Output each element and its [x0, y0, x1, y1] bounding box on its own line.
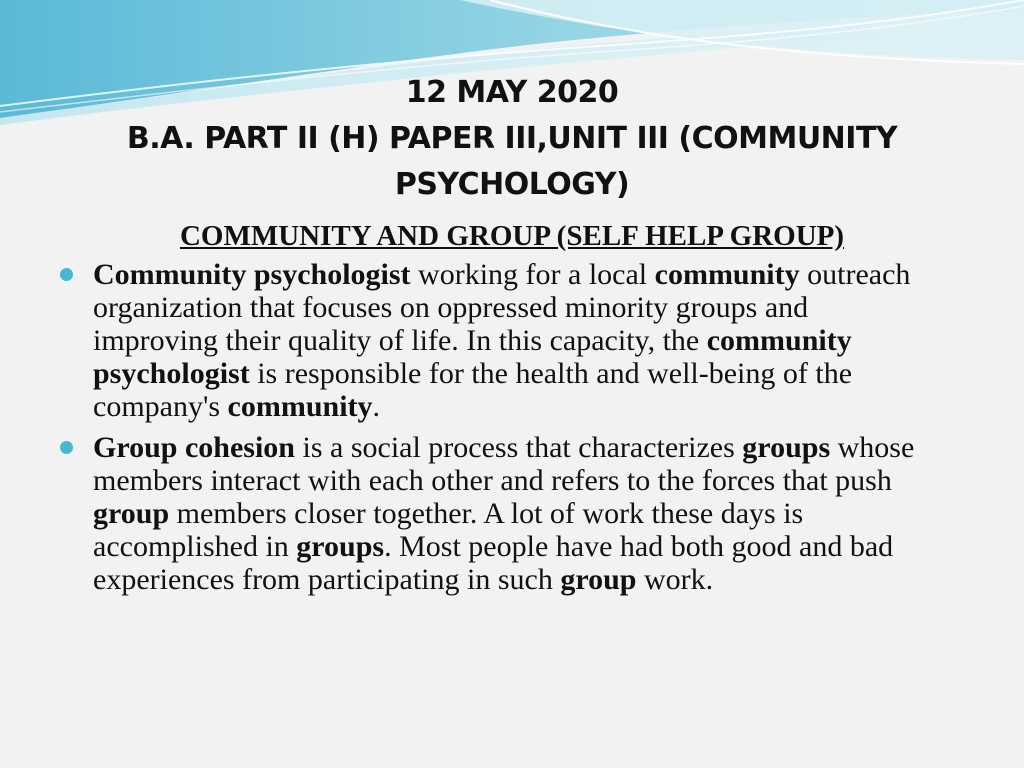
body-text: whose members interact with each other and refers to the forces that push [93, 431, 915, 497]
bullet-item [60, 258, 940, 423]
bold-term: community psychologist [93, 324, 852, 390]
body-text: members closer together. A lot of work these days is accomplished in [93, 497, 804, 563]
bold-term: Group cohesion [93, 431, 295, 464]
bullet-dot-icon [60, 268, 73, 281]
body-text: . Most people have had both good and bad experiences from participating in such [93, 530, 894, 596]
bold-term: Community psychologist [93, 258, 411, 291]
body-text: . [372, 390, 381, 423]
bold-term: group [560, 563, 637, 596]
bold-term: groups [742, 431, 831, 464]
bullet-dot-icon [60, 441, 73, 454]
bold-term: community [227, 390, 373, 423]
title-date: 12 MAY 2020 [405, 75, 619, 110]
bullet-item [60, 431, 940, 596]
section-heading: COMMUNITY AND GROUP (SELF HELP GROUP) [179, 220, 845, 252]
body-text: is a social process that characterizes [295, 431, 743, 464]
bullet-list [60, 258, 940, 604]
bold-term: group [93, 497, 170, 530]
bold-term: groups [296, 530, 385, 563]
body-text: outreach organization that focuses on oppressed minority groups and improving their quality of life. In this capacity, the [93, 258, 911, 357]
body-text: is responsible for the health and well-being of the company's [93, 357, 853, 423]
body-text: work. [636, 563, 714, 596]
body-text: working for a local [410, 258, 655, 291]
title-course: B.A. PART II (H) PAPER III,UNIT III (COMMUNITY PSYCHOLOGY) [126, 121, 898, 202]
slide-title [0, 70, 1024, 208]
bold-term: community [654, 258, 800, 291]
